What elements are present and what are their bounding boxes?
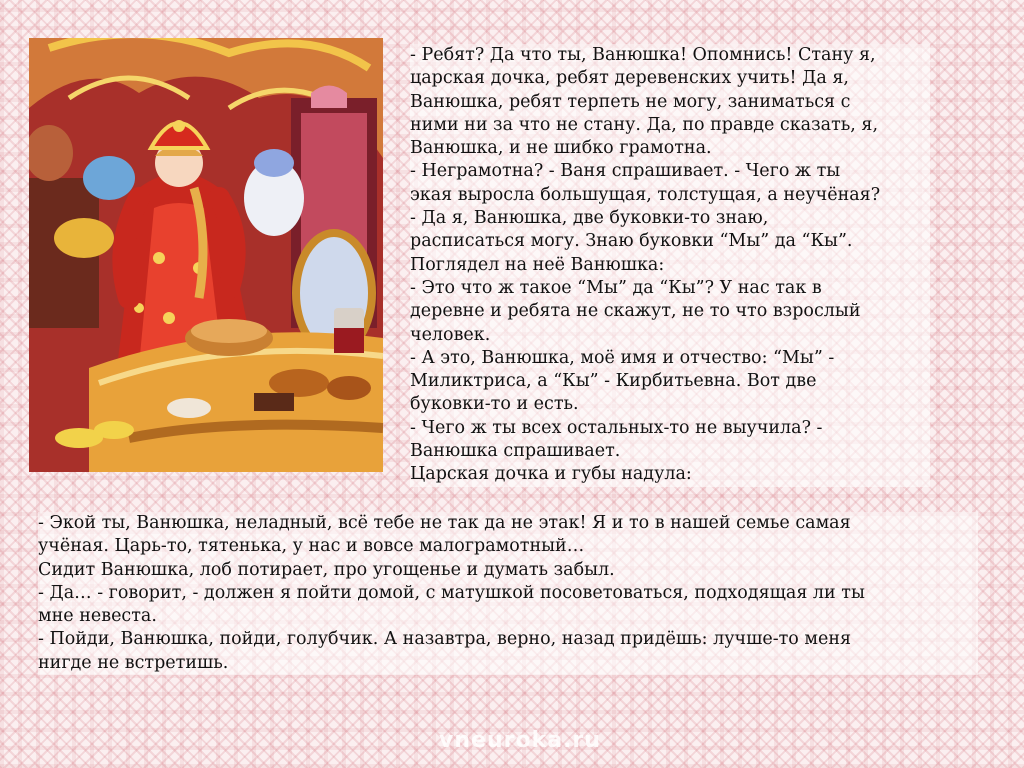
story-line: - Ребят? Да что ты, Ванюшка! Опомнись! Стану я,: [410, 45, 876, 65]
story-line: - Да я, Ванюшка, две буковки-то знаю,: [410, 208, 769, 229]
story-line: расписаться могу. Знаю буковки “Мы” да “Кы”.: [410, 231, 853, 252]
story-line: деревне и ребята не скажут, не то что взрослый: [410, 301, 861, 322]
story-line: ними ни за что не стану. Да, по правде сказать, я,: [410, 114, 879, 135]
story-line: Ванюшка, ребят терпеть не могу, заниматься с: [410, 91, 851, 112]
story-line: Ванюшка спрашивает.: [410, 441, 621, 462]
story-line: - А это, Ванюшка, моё имя и отчество: “Мы” -: [410, 347, 835, 368]
story-line: Сидит Ванюшка, лоб потирает, про угощенье и думать забыл.: [38, 559, 615, 580]
story-line: - Чего ж ты всех остальных-то не выучила? -: [410, 417, 823, 438]
story-line: учёная. Царь-то, тятенька, у нас и вовсе малограмотный…: [38, 536, 585, 557]
story-line: мне невеста.: [38, 606, 157, 627]
tsarevna-illustration-icon: [29, 38, 383, 472]
story-line: - Неграмотна? - Ваня спрашивает. - Чего ж ты: [410, 161, 841, 182]
story-line: царская дочка, ребят деревенских учить! Да я,: [410, 68, 849, 89]
story-line: Миликтриса, а “Кы” - Кирбитьевна. Вот две: [410, 371, 817, 392]
story-text-bottom: [38, 512, 978, 675]
story-line: Ванюшка, и не шибко грамотна.: [410, 138, 712, 159]
story-line: буковки-то и есть.: [410, 394, 579, 415]
watermark: vneurokа.ru: [439, 728, 601, 753]
story-line: Поглядел на неё Ванюшка:: [410, 254, 665, 275]
story-line: экая выросла большущая, толстущая, а неучёная?: [410, 184, 881, 205]
story-text-top: [410, 44, 930, 487]
tsarevna-illustration: [29, 38, 383, 472]
story-line: человек.: [410, 324, 491, 345]
story-line: Царская дочка и губы надула:: [410, 464, 692, 485]
story-line: - Экой ты, Ванюшка, неладный, всё тебе не так да не этак! Я и то в нашей семье самая: [38, 513, 851, 533]
story-line: - Это что ж такое “Мы” да “Кы”? У нас так в: [410, 277, 822, 298]
story-line: - Да… - говорит, - должен я пойти домой, с матушкой посоветоваться, подходящая ли ты: [38, 582, 865, 603]
story-line: - Пойди, Ванюшка, пойди, голубчик. А назавтра, верно, назад придёшь: лучше-то меня: [38, 629, 852, 650]
story-line: нигде не встретишь.: [38, 652, 229, 673]
